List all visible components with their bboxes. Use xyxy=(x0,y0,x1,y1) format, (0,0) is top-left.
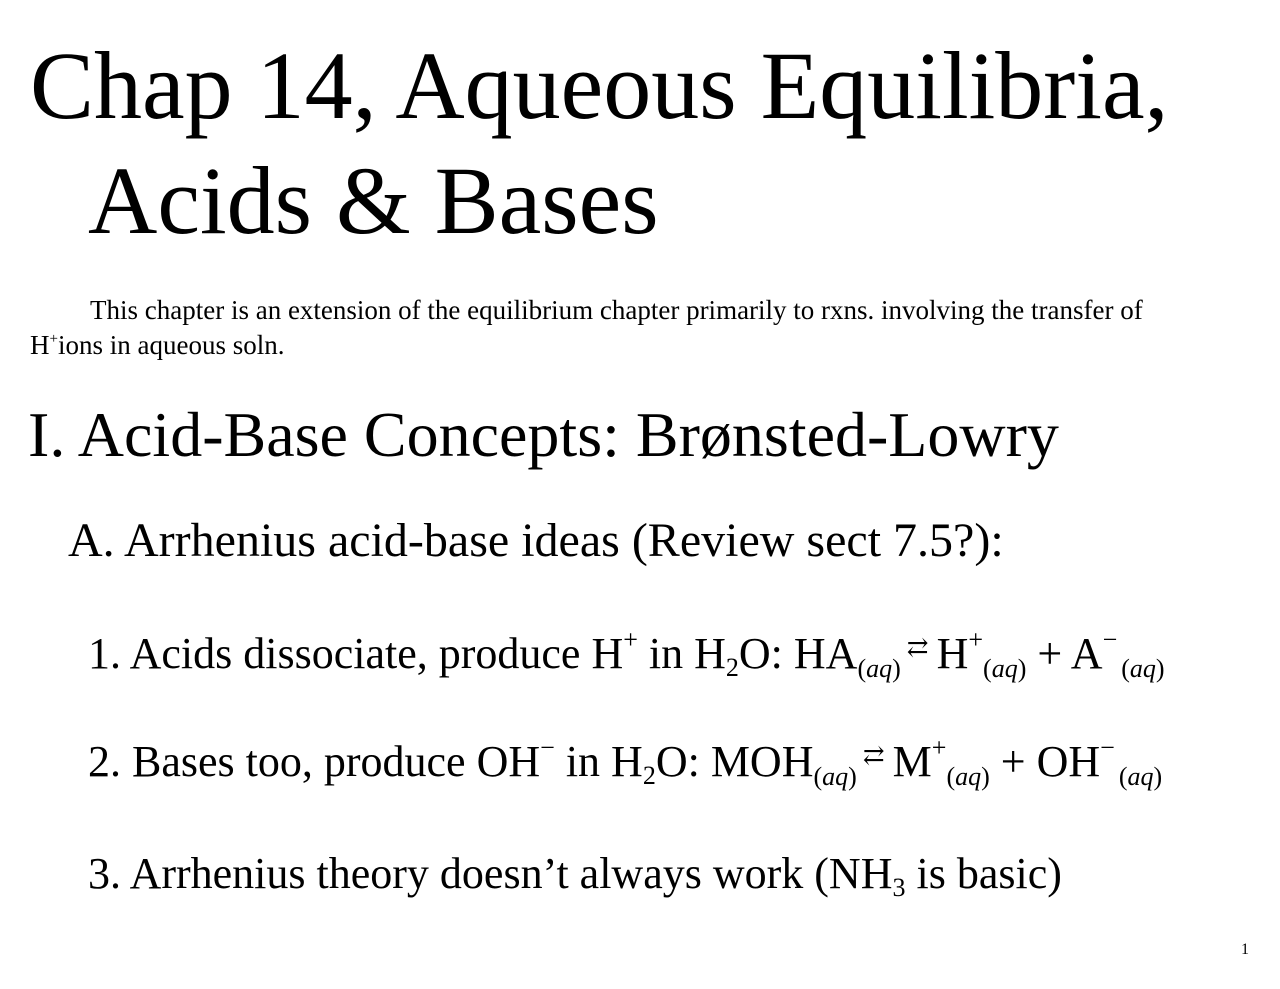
intro-line-1: This chapter is an extension of the equilibrium chapter primarily to rxns. involving the transfer of xyxy=(90,295,1143,325)
list-item-bases xyxy=(88,732,1163,792)
item2-charge-a: − xyxy=(540,732,555,762)
item2-state-2: (aq) xyxy=(946,762,990,792)
item3-text-a: 3. Arrhenius theory doesn’t always work (NH xyxy=(88,849,893,898)
section-heading: I. Acid-Base Concepts: Brønsted-Lowry xyxy=(28,399,1059,470)
subsection-heading: A. Arrhenius acid-base ideas (Review sect 7.5?): xyxy=(68,514,1004,567)
item1-charge-a: + xyxy=(623,624,638,654)
intro-rest: ions in aqueous soln. xyxy=(57,330,285,360)
item2-subscript: 2 xyxy=(642,761,656,791)
aqueous-state-label: aq xyxy=(955,762,982,792)
item1-charge-3: − xyxy=(1102,624,1118,654)
title-line-2: Acids & Bases xyxy=(88,147,659,254)
item2-state-3: (aq) xyxy=(1118,762,1163,792)
item2-charge-2: + xyxy=(931,732,947,762)
item1-species-2: H xyxy=(936,629,969,678)
item1-plus: + A xyxy=(1026,629,1103,678)
intro-line-2 xyxy=(30,331,284,361)
item1-subscript: 2 xyxy=(725,653,739,683)
item1-state-2: (aq) xyxy=(983,654,1027,684)
intro-h-charge: + xyxy=(49,330,58,347)
title-line-1: Chap 14, Aqueous Equilibria, xyxy=(30,32,1169,139)
item2-plus: + OH xyxy=(989,737,1101,786)
item2-text-c: O: MOH xyxy=(655,737,814,786)
item1-text-b: in H xyxy=(637,629,726,678)
item3-text-b: is basic) xyxy=(905,849,1062,898)
aqueous-state-label: aq xyxy=(822,762,849,792)
item1-state-1: (aq) xyxy=(857,654,901,684)
item1-state-3: (aq) xyxy=(1121,654,1165,684)
list-item-arrhenius-limits xyxy=(88,849,1062,903)
item2-charge-3: − xyxy=(1100,732,1115,762)
item2-text-b: in H xyxy=(554,737,643,786)
item1-charge-2: + xyxy=(968,624,984,654)
aqueous-state-label: aq xyxy=(1127,762,1154,792)
aqueous-state-label: aq xyxy=(991,654,1018,684)
item1-text-a: 1. Acids dissociate, produce H xyxy=(88,629,624,678)
item3-subscript: 3 xyxy=(892,873,906,903)
aqueous-state-label: aq xyxy=(866,654,893,684)
item1-text-c: O: HA xyxy=(738,629,858,678)
item2-state-1: (aq) xyxy=(813,762,857,792)
item2-species-2: M xyxy=(892,737,932,786)
intro-h: H xyxy=(30,330,50,360)
equilibrium-arrow-icon: ⇄ xyxy=(906,633,929,663)
equilibrium-arrow-icon: ⇄ xyxy=(862,741,885,771)
item2-text-a: 2. Bases too, produce OH xyxy=(88,737,541,786)
aqueous-state-label: aq xyxy=(1129,654,1156,684)
page-number: 1 xyxy=(1241,941,1249,958)
list-item-acids xyxy=(88,624,1165,684)
